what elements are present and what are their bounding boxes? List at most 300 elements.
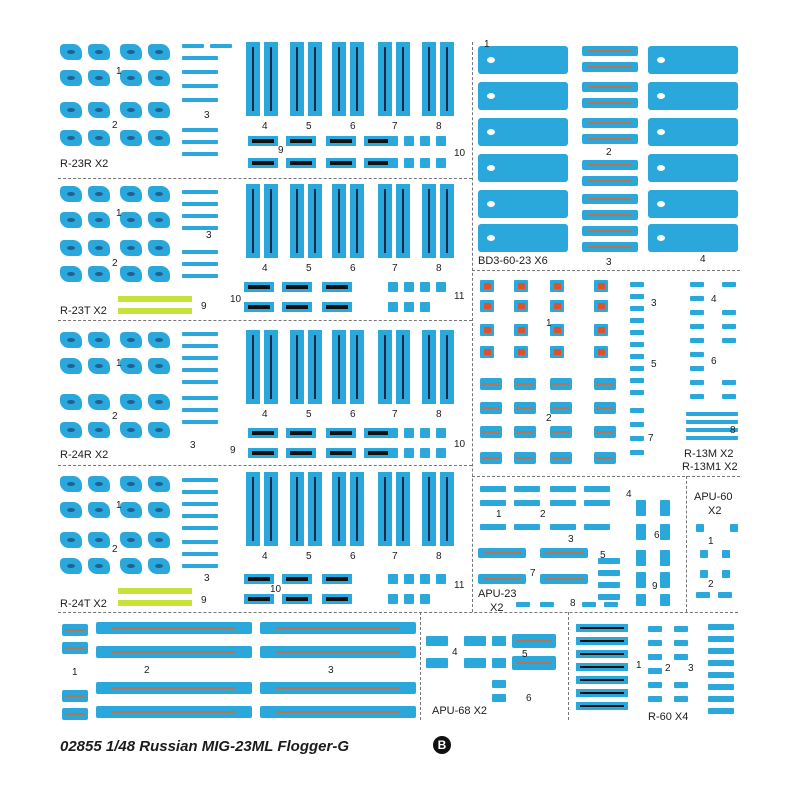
divider-r13: [472, 476, 740, 477]
stencil-panel-decal: [514, 378, 536, 390]
pylon-decal: [648, 224, 738, 252]
part-number: 9: [278, 145, 284, 156]
emblem-decal: [120, 558, 142, 574]
emblem-decal: [88, 332, 110, 348]
stencil-decal: [420, 428, 430, 438]
pylon-decal: [478, 224, 568, 252]
pylon-decal: [478, 46, 568, 74]
stencil-decal: [722, 282, 736, 287]
stencil-black-decal: [576, 663, 628, 671]
stencil-decal: [514, 524, 540, 530]
part-number: 4: [262, 263, 268, 274]
part-number: 5: [600, 550, 606, 561]
stencil-decal: [436, 158, 446, 168]
divider-r60: [568, 612, 569, 720]
stencil-decal: [700, 570, 708, 578]
stencil-decal: [708, 660, 734, 666]
stencil-decal: [708, 672, 734, 678]
strip-decal: [396, 184, 410, 258]
part-number: 7: [648, 433, 654, 444]
stencil-decal: [686, 420, 738, 424]
stencil-decal: [182, 502, 218, 506]
stencil-decal: [636, 594, 646, 606]
stencil-black-decal: [576, 637, 628, 645]
pylon-decal: [648, 82, 738, 110]
emblem-decal: [148, 394, 170, 410]
stencil-decal: [480, 486, 506, 492]
stencil-panel-decal: [582, 210, 638, 220]
strip-decal: [264, 184, 278, 258]
stencil-decal: [420, 574, 430, 584]
strip-decal: [290, 184, 304, 258]
stencil-decal: [648, 696, 662, 702]
stencil-decal: [708, 696, 734, 702]
stencil-decal: [420, 302, 430, 312]
long-stencil-decal: [96, 682, 252, 694]
stencil-decal: [648, 654, 662, 660]
emblem-decal: [120, 44, 142, 60]
part-number: 2: [112, 258, 118, 269]
stencil-panel-decal: [62, 624, 88, 636]
emblem-decal: [60, 186, 82, 202]
stencil-decal: [708, 624, 734, 630]
stencil-black-decal: [282, 594, 312, 604]
yellow-stripe-decal: [118, 296, 192, 302]
stencil-panel-decal: [582, 46, 638, 56]
part-number: 3: [190, 440, 196, 451]
emblem-decal: [148, 102, 170, 118]
long-stencil-decal: [96, 646, 252, 658]
stencil-panel-decal: [62, 690, 88, 702]
stencil-decal: [550, 524, 576, 530]
stencil-black-decal: [326, 158, 356, 168]
part-number: 6: [711, 356, 717, 367]
stencil-black-decal: [286, 428, 316, 438]
emblem-decal: [148, 332, 170, 348]
emblem-decal: [120, 422, 142, 438]
part-number: 1: [496, 509, 502, 520]
stencil-decal: [584, 486, 610, 492]
stencil-decal: [436, 136, 446, 146]
sheet-badge: B: [433, 736, 451, 754]
stencil-decal: [630, 378, 644, 383]
stencil-black-decal: [282, 574, 312, 584]
stencil-decal: [648, 668, 662, 674]
emblem-decal: [60, 240, 82, 256]
stencil-decal: [436, 448, 446, 458]
stencil-decal: [630, 390, 644, 395]
part-number: 4: [452, 647, 458, 658]
part-number: 7: [392, 121, 398, 132]
part-number: 10: [270, 584, 282, 595]
part-number: 8: [436, 551, 442, 562]
strip-decal: [308, 330, 322, 404]
part-number: 5: [306, 121, 312, 132]
stencil-decal: [388, 574, 398, 584]
emblem-decal: [148, 358, 170, 374]
stencil-black-decal: [286, 448, 316, 458]
part-number: 5: [306, 263, 312, 274]
stencil-decal: [630, 330, 644, 335]
part-number: 3: [688, 663, 694, 674]
strip-decal: [246, 184, 260, 258]
emblem-decal: [120, 130, 142, 146]
stencil-panel-decal: [62, 642, 88, 654]
strip-decal: [378, 330, 392, 404]
stencil-decal: [674, 640, 688, 646]
stencil-decal: [708, 708, 734, 714]
stencil-panel-decal: [550, 426, 572, 438]
yellow-stripe-decal: [118, 308, 192, 314]
stencil-black-decal: [326, 428, 356, 438]
stencil-decal: [630, 366, 644, 371]
stencil-decal: [598, 582, 620, 588]
stencil-decal: [630, 318, 644, 323]
stencil-decal: [404, 448, 414, 458]
strip-decal: [246, 330, 260, 404]
pylon-decal: [648, 118, 738, 146]
stencil-decal: [426, 636, 448, 646]
emblem-decal: [120, 266, 142, 282]
emblem-decal: [120, 212, 142, 228]
part-number: 6: [350, 409, 356, 420]
stencil-panel-decal: [480, 402, 502, 414]
emblem-decal: [88, 358, 110, 374]
stencil-panel-decal: [582, 194, 638, 204]
strip-decal: [350, 330, 364, 404]
part-number: 1: [116, 500, 122, 511]
stencil-black-decal: [282, 282, 312, 292]
part-number: 4: [700, 254, 706, 265]
part-number: 1: [636, 660, 642, 671]
emblem-decal: [88, 70, 110, 86]
emblem-decal: [88, 502, 110, 518]
stencil-black-decal: [576, 702, 628, 710]
section-label-r13m1: R-13M1 X2: [682, 461, 738, 473]
emblem-decal: [60, 422, 82, 438]
part-number: 3: [568, 534, 574, 545]
pylon-decal: [478, 118, 568, 146]
emblem-decal: [148, 70, 170, 86]
emblem-decal: [120, 332, 142, 348]
pylon-decal: [648, 46, 738, 74]
stencil-decal: [182, 368, 218, 372]
yellow-stripe-decal: [118, 588, 192, 594]
strip-decal: [290, 472, 304, 546]
warning-decal: [594, 346, 608, 358]
emblem-decal: [148, 240, 170, 256]
emblem-decal: [120, 358, 142, 374]
divider-r23r: [58, 178, 472, 179]
stencil-decal: [582, 602, 596, 607]
stencil-decal: [182, 226, 218, 230]
stencil-decal: [182, 140, 218, 144]
section-label-apu68: APU-68 X2: [432, 705, 488, 717]
part-number: 7: [530, 568, 536, 579]
stencil-panel-decal: [478, 548, 526, 558]
warning-decal: [480, 346, 494, 358]
stencil-decal: [182, 98, 218, 102]
long-stencil-decal: [260, 706, 416, 718]
stencil-decal: [426, 658, 448, 668]
part-number: 1: [116, 208, 122, 219]
emblem-decal: [88, 476, 110, 492]
stencil-decal: [648, 682, 662, 688]
strip-decal: [440, 42, 454, 116]
pylon-decal: [478, 82, 568, 110]
part-number: 4: [711, 294, 717, 305]
stencil-decal: [690, 366, 704, 371]
strip-decal: [422, 330, 436, 404]
stencil-decal: [182, 214, 218, 218]
stencil-black-decal: [322, 574, 352, 584]
stencil-decal: [584, 500, 610, 506]
stencil-black-decal: [322, 302, 352, 312]
stencil-panel-decal: [514, 426, 536, 438]
stencil-decal: [722, 394, 736, 399]
stencil-black-decal: [576, 689, 628, 697]
emblem-decal: [148, 558, 170, 574]
part-number: 5: [306, 551, 312, 562]
emblem-decal: [88, 422, 110, 438]
emblem-decal: [60, 102, 82, 118]
part-number: 3: [206, 230, 212, 241]
emblem-decal: [88, 558, 110, 574]
stencil-decal: [660, 550, 670, 566]
strip-decal: [332, 330, 346, 404]
strip-decal: [308, 184, 322, 258]
stencil-decal: [404, 136, 414, 146]
stencil-decal: [182, 202, 218, 206]
stencil-decal: [182, 408, 218, 412]
strip-decal: [246, 472, 260, 546]
emblem-decal: [60, 70, 82, 86]
emblem-decal: [120, 476, 142, 492]
divider-bd3: [472, 270, 740, 271]
section-label-r23t: R-23T X2: [60, 305, 107, 317]
stencil-decal: [404, 158, 414, 168]
section-label-r24t: R-24T X2: [60, 598, 107, 610]
warning-decal: [550, 300, 564, 312]
emblem-decal: [88, 102, 110, 118]
strip-decal: [378, 472, 392, 546]
strip-decal: [332, 42, 346, 116]
part-number: 8: [436, 263, 442, 274]
part-number: 8: [436, 409, 442, 420]
strip-decal: [264, 472, 278, 546]
stencil-decal: [690, 338, 704, 343]
pylon-decal: [648, 154, 738, 182]
strip-decal: [264, 330, 278, 404]
stencil-decal: [436, 282, 446, 292]
part-number: 5: [306, 409, 312, 420]
stencil-black-decal: [326, 136, 356, 146]
stencil-decal: [636, 524, 646, 540]
warning-decal: [550, 324, 564, 336]
emblem-decal: [120, 102, 142, 118]
emblem-decal: [88, 266, 110, 282]
strip-decal: [422, 184, 436, 258]
stencil-panel-decal: [514, 452, 536, 464]
stencil-decal: [722, 570, 730, 578]
stencil-decal: [182, 564, 218, 568]
stencil-decal: [492, 694, 506, 702]
stencil-decal: [550, 500, 576, 506]
stencil-decal: [630, 354, 644, 359]
stencil-panel-decal: [478, 574, 526, 584]
strip-decal: [440, 472, 454, 546]
strip-decal: [332, 184, 346, 258]
stencil-black-decal: [576, 650, 628, 658]
emblem-decal: [120, 502, 142, 518]
stencil-decal: [182, 540, 218, 544]
stencil-decal: [464, 658, 486, 668]
stencil-decal: [708, 648, 734, 654]
stencil-decal: [480, 524, 506, 530]
stencil-panel-decal: [582, 160, 638, 170]
warning-decal: [550, 280, 564, 292]
emblem-decal: [60, 130, 82, 146]
part-number: 2: [606, 147, 612, 158]
part-number: 1: [72, 667, 78, 678]
emblem-decal: [120, 186, 142, 202]
emblem-decal: [148, 186, 170, 202]
stencil-decal: [690, 310, 704, 315]
divider-bottom: [58, 612, 738, 613]
part-number: 4: [626, 489, 632, 500]
stencil-panel-decal: [594, 378, 616, 390]
stencil-decal: [514, 486, 540, 492]
stencil-decal: [182, 274, 218, 278]
part-number: 8: [436, 121, 442, 132]
part-number: 1: [484, 39, 490, 50]
part-number: 1: [116, 358, 122, 369]
stencil-decal: [420, 136, 430, 146]
stencil-decal: [182, 490, 218, 494]
part-number: 7: [392, 551, 398, 562]
part-number: 10: [230, 294, 242, 305]
part-number: 2: [112, 544, 118, 555]
part-number: 2: [112, 411, 118, 422]
stencil-decal: [690, 394, 704, 399]
stencil-panel-decal: [550, 452, 572, 464]
stencil-decal: [660, 572, 670, 588]
warning-decal: [480, 280, 494, 292]
stencil-black-decal: [576, 676, 628, 684]
strip-decal: [422, 472, 436, 546]
stencil-decal: [182, 380, 218, 384]
stencil-panel-decal: [582, 98, 638, 108]
stencil-decal: [584, 524, 610, 530]
emblem-decal: [60, 532, 82, 548]
part-number: 4: [262, 121, 268, 132]
warning-decal: [514, 346, 528, 358]
stencil-panel-decal: [594, 452, 616, 464]
stencil-decal: [480, 500, 506, 506]
stencil-black-decal: [322, 282, 352, 292]
emblem-decal: [148, 44, 170, 60]
stencil-decal: [182, 56, 218, 60]
part-number: 11: [454, 291, 465, 302]
part-number: 8: [570, 598, 576, 609]
strip-decal: [378, 184, 392, 258]
stencil-decal: [182, 128, 218, 132]
emblem-decal: [148, 502, 170, 518]
part-number: 6: [526, 693, 532, 704]
emblem-decal: [88, 130, 110, 146]
strip-decal: [440, 184, 454, 258]
emblem-decal: [60, 44, 82, 60]
divider-apu68: [420, 612, 421, 720]
stencil-black-decal: [248, 448, 278, 458]
stencil-decal: [550, 486, 576, 492]
strip-decal: [290, 330, 304, 404]
stencil-decal: [210, 44, 232, 48]
stencil-decal: [696, 524, 704, 532]
stencil-black-decal: [286, 136, 316, 146]
stencil-decal: [674, 654, 688, 660]
stencil-decal: [630, 422, 644, 427]
stencil-decal: [674, 626, 688, 632]
stencil-decal: [648, 640, 662, 646]
part-number: 9: [652, 581, 658, 592]
emblem-decal: [60, 502, 82, 518]
part-number: 2: [144, 665, 150, 676]
strip-decal: [290, 42, 304, 116]
stencil-decal: [388, 282, 398, 292]
strip-decal: [378, 42, 392, 116]
emblem-decal: [60, 394, 82, 410]
stencil-decal: [388, 302, 398, 312]
stencil-panel-decal: [594, 426, 616, 438]
stencil-decal: [182, 190, 218, 194]
part-number: 6: [350, 121, 356, 132]
stencil-panel-decal: [550, 378, 572, 390]
stencil-decal: [182, 420, 218, 424]
stencil-decal: [718, 592, 732, 598]
stencil-decal: [182, 250, 218, 254]
part-number: 4: [262, 551, 268, 562]
strip-decal: [264, 42, 278, 116]
strip-decal: [350, 42, 364, 116]
part-number: 4: [262, 409, 268, 420]
stencil-decal: [722, 338, 736, 343]
part-number: 3: [606, 257, 612, 268]
stencil-panel-decal: [540, 548, 588, 558]
stencil-decal: [690, 296, 704, 301]
stencil-panel-decal: [582, 134, 638, 144]
strip-decal: [396, 330, 410, 404]
part-number: 9: [201, 301, 207, 312]
stencil-decal: [598, 594, 620, 600]
emblem-decal: [60, 558, 82, 574]
long-stencil-decal: [260, 622, 416, 634]
part-number: 3: [204, 573, 210, 584]
part-number: 2: [112, 120, 118, 131]
stencil-panel-decal: [582, 226, 638, 236]
strip-decal: [350, 184, 364, 258]
sheet-title: 02855 1/48 Russian MIG-23ML Flogger-G: [60, 738, 349, 755]
part-number: 11: [454, 580, 465, 591]
part-number: 2: [665, 663, 671, 674]
stencil-decal: [404, 574, 414, 584]
part-number: 7: [392, 263, 398, 274]
stencil-decal: [708, 684, 734, 690]
warning-decal: [514, 324, 528, 336]
stencil-decal: [404, 594, 414, 604]
part-number: 2: [546, 413, 552, 424]
section-label-r13m: R-13M X2: [684, 448, 734, 460]
